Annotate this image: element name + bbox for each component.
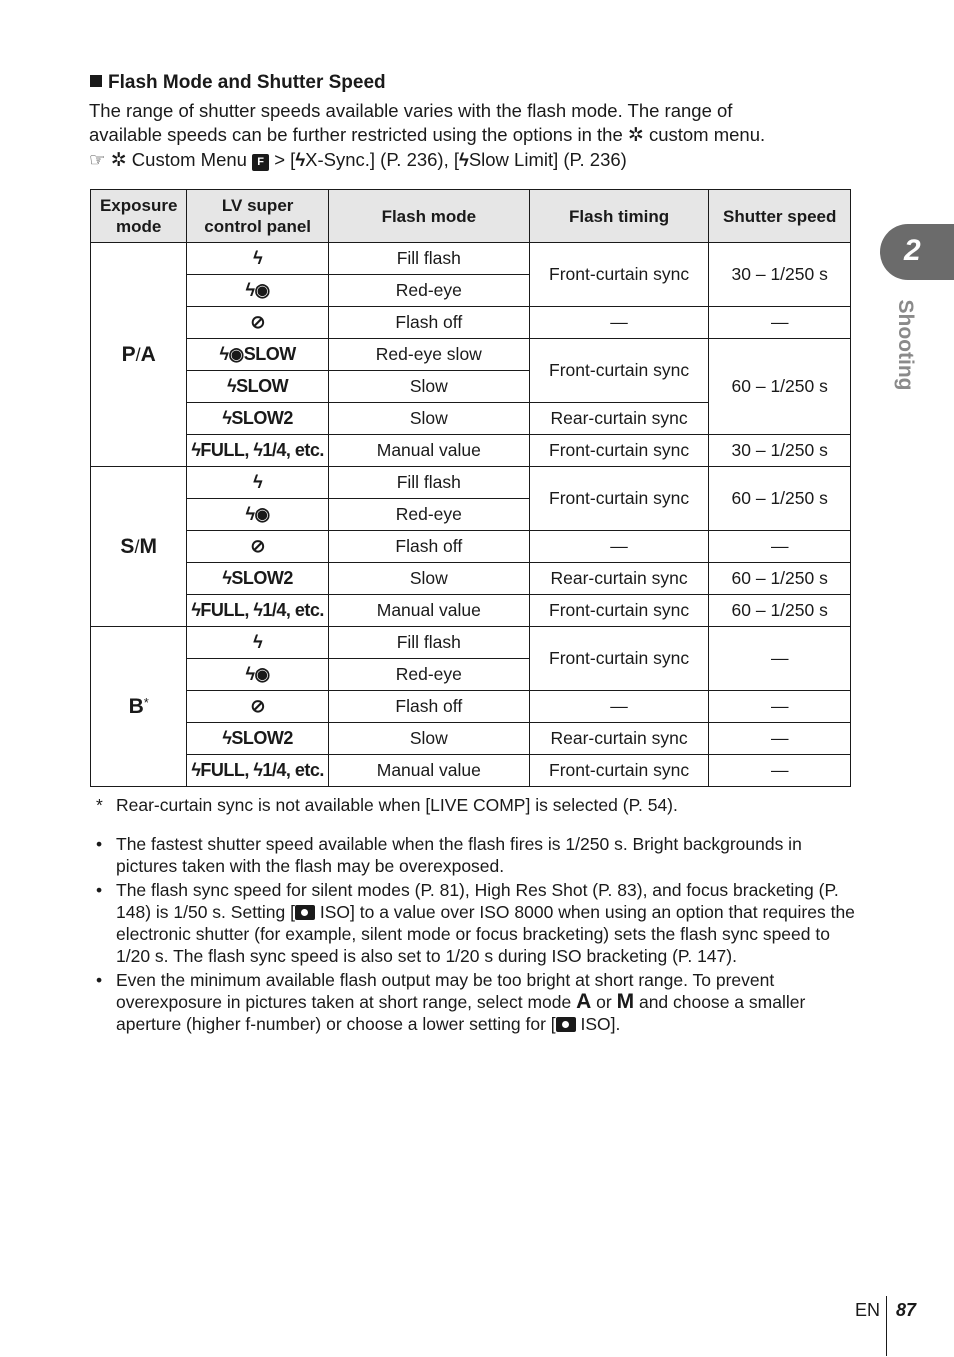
table-row: ϟFULL, ϟ1/4, etc. Manual value Front-curtain sync — bbox=[91, 755, 851, 787]
camera-icon bbox=[295, 905, 315, 920]
slow2-sync-icon: ϟSLOW2 bbox=[187, 403, 329, 435]
header-flash-mode: Flash mode bbox=[328, 190, 529, 243]
table-row: ⊘ Flash off — — bbox=[91, 307, 851, 339]
table-row: ϟSLOW2 Slow Rear-curtain sync bbox=[91, 403, 851, 435]
manual-flash-icon: ϟFULL, ϟ1/4, etc. bbox=[187, 435, 329, 467]
table-row: ⊘ Flash off — — bbox=[91, 691, 851, 723]
red-eye-slow-icon: ϟ◉SLOW bbox=[187, 339, 329, 371]
mode-cell-pa: P/A bbox=[91, 243, 187, 467]
flash-shutter-table bbox=[90, 189, 851, 787]
slow2-sync-icon: ϟSLOW2 bbox=[187, 723, 329, 755]
header-shutter-speed: Shutter speed bbox=[709, 190, 851, 243]
table-row: ϟSLOW2 Slow Rear-curtain sync — bbox=[91, 723, 851, 755]
square-bullet-icon bbox=[90, 75, 102, 87]
page-footer: EN 87 bbox=[855, 1300, 917, 1320]
table-row: S/M ϟ Fill flash Front-curtain sync 60 – 1/250 s bbox=[91, 467, 851, 499]
gear-icon: ✲ bbox=[110, 150, 127, 171]
table-row: ϟSLOW2 Slow Rear-curtain sync 60 – 1/250 s bbox=[91, 563, 851, 595]
table-row: ϟ◉ Red-eye bbox=[91, 275, 851, 307]
table-row: B* ϟ Fill flash Front-curtain sync — bbox=[91, 627, 851, 659]
section-heading: Flash Mode and Shutter Speed bbox=[90, 72, 386, 94]
table-row: ⊘ Flash off — — bbox=[91, 531, 851, 563]
red-eye-icon: ϟ◉ bbox=[187, 499, 329, 531]
header-flash-timing: Flash timing bbox=[529, 190, 709, 243]
flash-off-icon: ⊘ bbox=[187, 307, 329, 339]
mode-cell-b: B* bbox=[91, 627, 187, 787]
list-item: • Even the minimum available flash output may be too bright at short range. To prevent overexposure in pictures taken at short range, select mode A or M and choose a smaller aperture (higher f-number) or choose a lower setting for [ ISO]. bbox=[96, 969, 856, 1035]
camera-icon bbox=[556, 1017, 576, 1032]
flash-off-icon: ⊘ bbox=[187, 691, 329, 723]
table-row: ϟFULL, ϟ1/4, etc. Manual value Front-curtain sync 30 – 1/250 s bbox=[91, 435, 851, 467]
table-row: ϟFULL, ϟ1/4, etc. Manual value Front-curtain sync 60 – 1/250 s bbox=[91, 595, 851, 627]
manual-flash-icon: ϟFULL, ϟ1/4, etc. bbox=[187, 755, 329, 787]
table-row: P/A ϟ Fill flash Front-curtain sync 30 – 1/250 s bbox=[91, 243, 851, 275]
page-number: 87 bbox=[896, 1300, 917, 1320]
slow-sync-icon: ϟSLOW bbox=[187, 371, 329, 403]
chapter-tab: 2 bbox=[880, 224, 954, 280]
mode-cell-sm: S/M bbox=[91, 467, 187, 627]
menu-f-icon: F bbox=[252, 154, 269, 171]
footer-divider bbox=[886, 1296, 887, 1356]
red-eye-icon: ϟ◉ bbox=[187, 659, 329, 691]
flash-bolt-icon: ϟ bbox=[295, 149, 306, 170]
chapter-label: Shooting bbox=[894, 299, 917, 391]
manual-flash-icon: ϟFULL, ϟ1/4, etc. bbox=[187, 595, 329, 627]
list-item: • The flash sync speed for silent modes (P. 81), High Res Shot (P. 83), and focus bracketing (P. 148) is 1/50 s. Setting [ ISO] to a value over ISO 8000 when using an option that requires the electronic shutter (for example, silent mode or focus bracketing) sets the flash sync speed to 1/20 s. The flash sync speed is also set to 1/20 s during ISO bracketing (P. 147). bbox=[96, 879, 856, 967]
slow2-sync-icon: ϟSLOW2 bbox=[187, 563, 329, 595]
table-row: ϟSLOW Slow bbox=[91, 371, 851, 403]
flash-off-icon: ⊘ bbox=[187, 531, 329, 563]
flash-bolt-icon: ϟ bbox=[459, 149, 469, 170]
red-eye-icon: ϟ◉ bbox=[187, 275, 329, 307]
gear-icon: ✲ bbox=[627, 125, 644, 146]
fill-flash-icon: ϟ bbox=[187, 627, 329, 659]
table-row: ϟ◉ Red-eye bbox=[91, 499, 851, 531]
table-row: ϟ◉SLOW Red-eye slow Front-curtain sync 60 – 1/250 s bbox=[91, 339, 851, 371]
reference-hand-icon: ☞ bbox=[89, 149, 106, 170]
notes-list bbox=[96, 833, 856, 1037]
table-footnote: * Rear-curtain sync is not available when [LIVE COMP] is selected (P. 54). bbox=[96, 795, 678, 815]
header-lv-panel: LV super control panel bbox=[187, 190, 329, 243]
fill-flash-icon: ϟ bbox=[187, 467, 329, 499]
intro-paragraph: The range of shutter speeds available varies with the flash mode. The range of available speeds can be further restricted using the options in the ✲ custom menu. ☞ ✲ Custom Menu F > [ϟX-Sync.] (P. 236), [ϟSlow Limit] (P. 236) bbox=[89, 100, 766, 171]
fill-flash-icon: ϟ bbox=[187, 243, 329, 275]
table-row: ϟ◉ Red-eye bbox=[91, 659, 851, 691]
list-item: • The fastest shutter speed available when the flash fires is 1/250 s. Bright backgrounds in pictures taken with the flash may be overexposed. bbox=[96, 833, 856, 877]
header-exposure-mode: Exposure mode bbox=[91, 190, 187, 243]
table-header-row bbox=[91, 190, 851, 243]
